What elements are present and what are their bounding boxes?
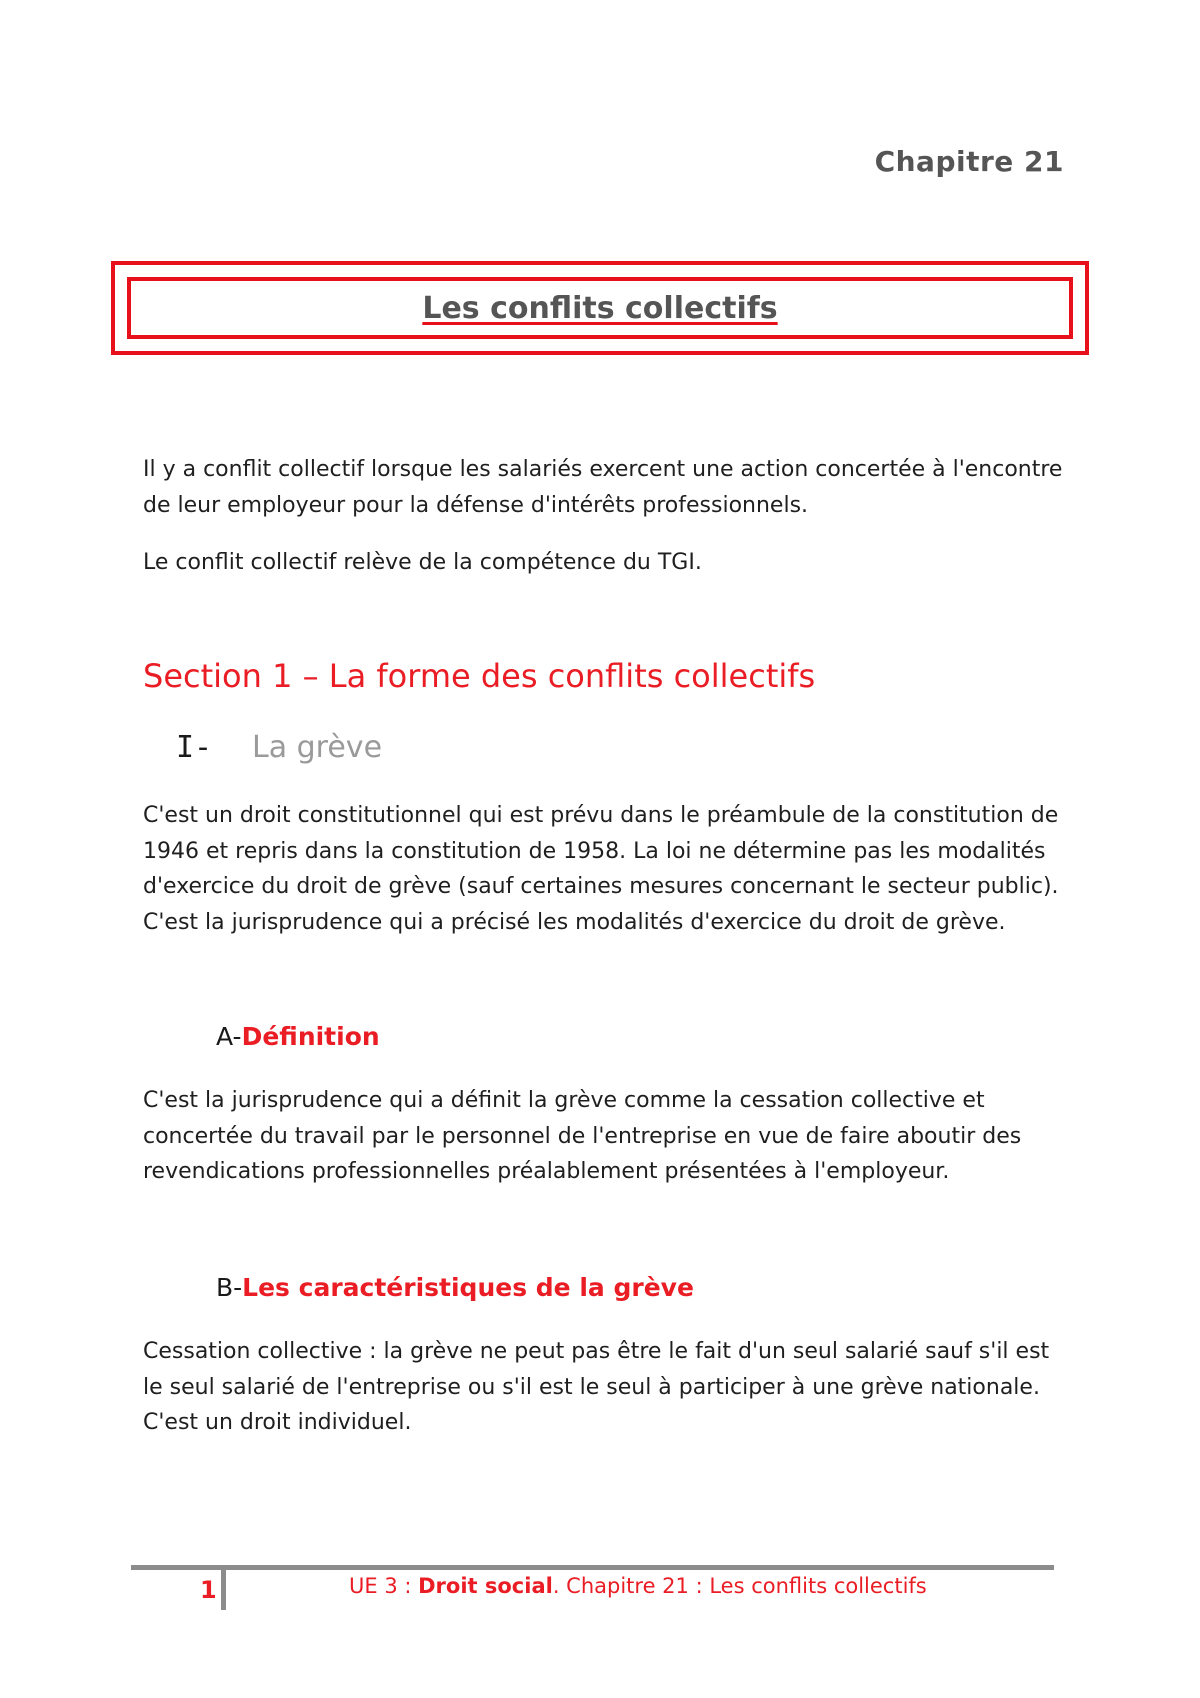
footer-suffix: . Chapitre 21 : Les conflits collectifs: [552, 1574, 927, 1598]
footer-text: [349, 1574, 927, 1598]
subsection-b-heading: [216, 1273, 694, 1302]
intro-paragraph-1: Il y a conflit collectif lorsque les salariés exercent une action concertée à l'encontre de leur employeur pour la défense d'intérêts professionnels.: [143, 457, 1063, 518]
part-body-paragraph: C'est un droit constitutionnel qui est prévu dans le préambule de la constitution de 1946 et repris dans la constitution de 1958. La loi ne détermine pas les modalités d'exercice du droit de grève (sauf certaines mesures concernant le secteur public). C'est la jurisprudence qui a précisé les modalités d'exercice du droit de grève.: [143, 803, 1059, 935]
subsection-a-heading: [216, 1022, 380, 1051]
footer-subject: Droit social: [418, 1574, 553, 1598]
page-number: 1: [200, 1576, 217, 1604]
subsection-b-letter: B-: [216, 1273, 243, 1302]
section-heading: Section 1 – La forme des conflits collectifs: [143, 657, 816, 695]
title-frame-outer: [111, 261, 1089, 355]
chapter-label: Chapitre 21: [874, 145, 1064, 178]
title-frame-inner: [127, 277, 1073, 339]
footer-prefix: UE 3 :: [349, 1574, 419, 1598]
footer-rule: [131, 1565, 1054, 1570]
part-number: I-: [176, 730, 213, 765]
part-heading: [176, 730, 382, 765]
subsection-a-title: Définition: [241, 1022, 380, 1051]
subsection-a-letter: A-: [216, 1022, 242, 1051]
footer-separator: [221, 1567, 226, 1610]
subsection-b-body: Cessation collective : la grève ne peut pas être le fait d'un seul salarié sauf s'il est le seul salarié de l'entreprise ou s'il est le seul à participer à une grève nationale. C'est un droit individuel.: [143, 1339, 1050, 1435]
intro-paragraph-2: Le conflit collectif relève de la compétence du TGI.: [143, 550, 702, 575]
subsection-b-title: Les caractéristiques de la grève: [242, 1273, 694, 1302]
document-title: Les conflits collectifs: [422, 290, 778, 326]
part-title: La grève: [252, 730, 383, 765]
subsection-a-body: C'est la jurisprudence qui a définit la grève comme la cessation collective et concertée du travail par le personnel de l'entreprise en vue de faire aboutir des revendications professionnelles préalablement présentées à l'employeur.: [143, 1088, 1022, 1184]
